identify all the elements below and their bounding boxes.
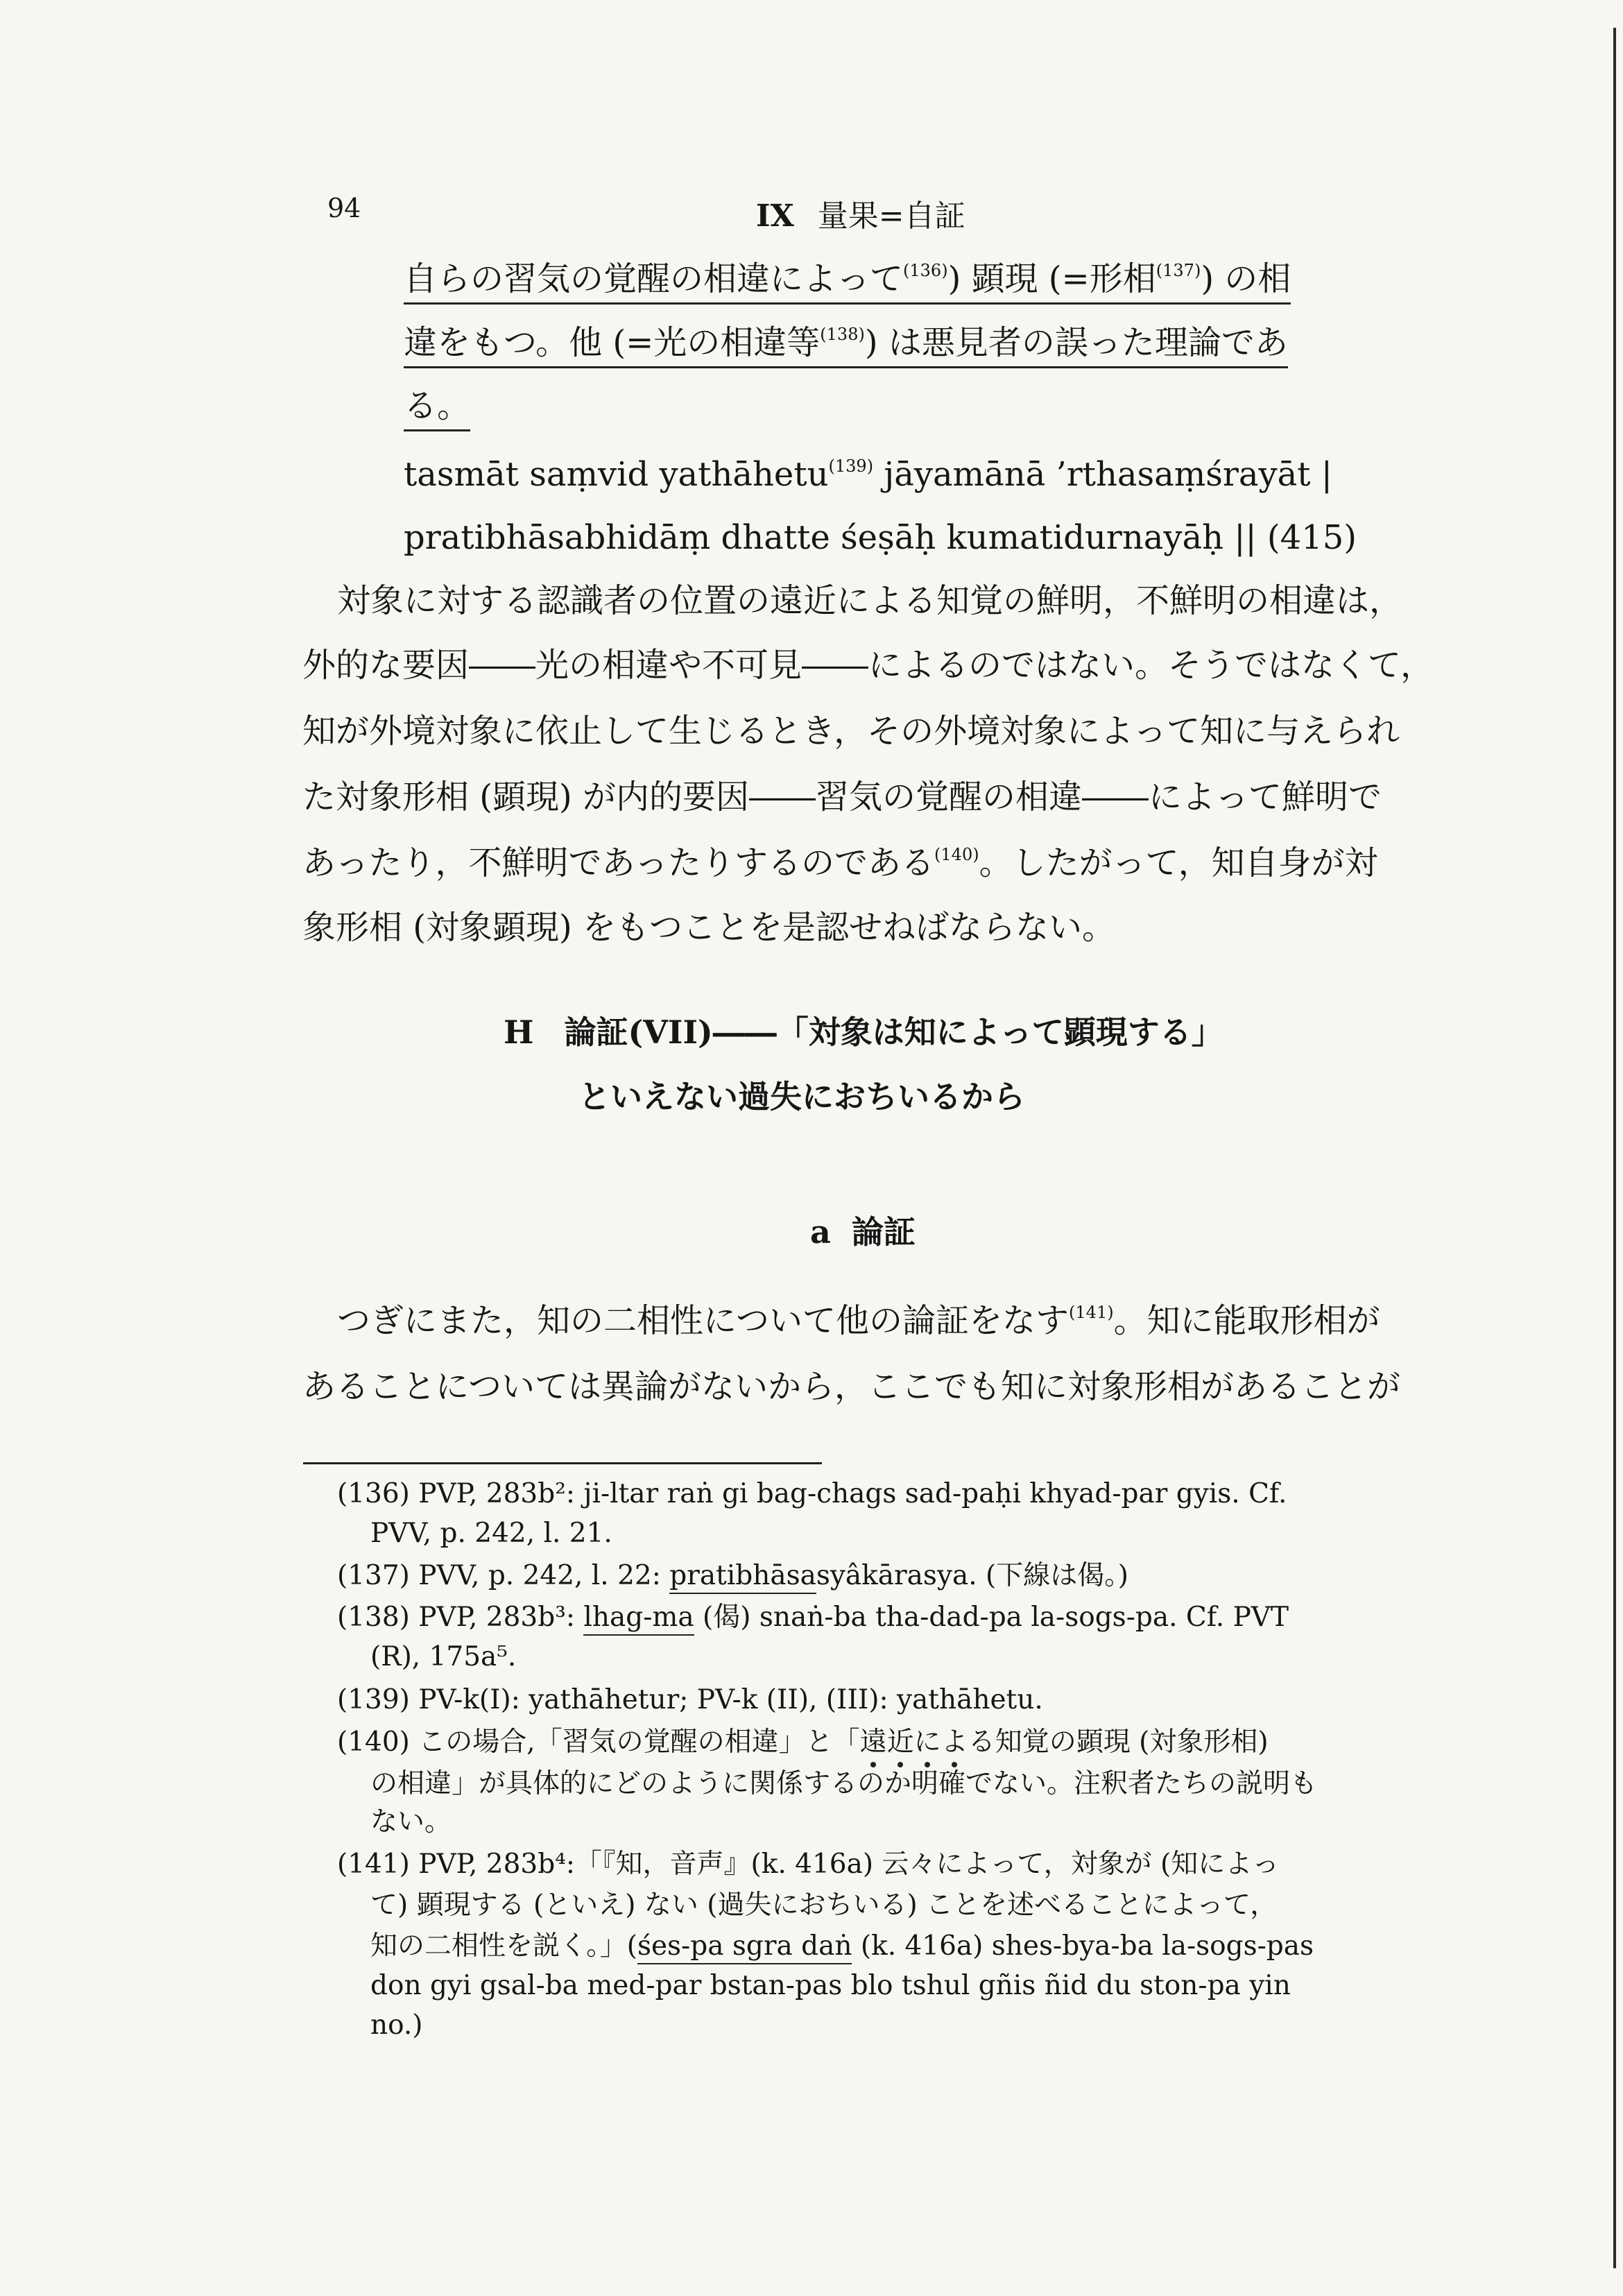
footnote-underlined-term: pratibhāsa [669,1560,816,1594]
paragraph-text: 。知に能取形相が [1113,1301,1380,1340]
footnote-141-line-3 [370,1930,1314,1962]
footnote-underlined-term: lhag-ma [583,1602,694,1636]
subsection-letter: a [810,1213,831,1251]
paragraph-2-line-1 [337,1301,1380,1340]
footnote-140-line-3: ない。 [370,1806,452,1837]
paragraph-1-line-1: 対象に対する認識者の位置の遠近による知覚の鮮明，不鮮明の相違は， [337,581,1403,620]
paragraph-1-line-2: 外的な要因――光の相違や不可見――によるのではない。そうではなくて， [302,646,1434,685]
paragraph-2-line-2: あることについては異論がないから，ここでも知に対象形相があることが [302,1367,1401,1406]
section-heading-line-1 [504,1007,1223,1053]
paragraph-text: つぎにまた，知の二相性について他の論証をなす [337,1301,1070,1340]
translation-underline-3: る。 [404,386,470,431]
subsection-title: 論証 [851,1213,916,1251]
footnote-138-line-1 [337,1604,1289,1631]
footnote-141-line-1: (141) PVP, 283b⁴:「『知，音声』(k. 416a) 云々によって，対象が (知によっ [337,1849,1280,1880]
footnote-rule [303,1462,822,1464]
translation-text: ) の相 [1201,259,1291,298]
footnote-137 [337,1562,1128,1589]
emphasis-dotted-char: よ [941,1727,968,1758]
section-letter: H [504,1013,534,1051]
translation-text: 違をもつ。他 (=光の相違等 [404,323,821,362]
footnote-text: (偈) snaṅ-ba tha-dad-pa la-sogs-pa. Cf. PVT [694,1602,1289,1633]
footnote-ref-139: (139) [828,456,874,476]
verse-text: tasmāt saṃvid yathāhetu [404,455,829,494]
footnote-text: (137) PVV, p. 242, l. 22: [337,1560,670,1591]
footnote-text: (138) PVP, 283b³: [337,1602,584,1633]
emphasis-dotted-char: に [913,1727,941,1758]
chapter-title: 量果=自証 [817,198,965,234]
paragraph-1-line-5 [302,843,1378,882]
paragraph-1-line-6: 象形相 (対象顕現) をもつことを是認せねばならない。 [302,908,1115,947]
paragraph-1-line-3: 知が外境対象に依止して生じるとき，その外境対象によって知に与えられ [302,712,1400,751]
translation-line-1 [404,259,1291,298]
footnote-141-line-5: no.) [370,2010,423,2041]
footnote-text: (k. 416a) shes-bya-ba la-sogs-pas [852,1930,1314,1962]
page-number: 94 [327,193,361,223]
emphasis-dotted-char: 遠 [859,1727,887,1758]
emphasis-dotted-char: 近 [886,1727,914,1758]
footnote-136-line-2: PVV, p. 242, l. 21. [370,1518,612,1549]
translation-text: ) 顕現 (=形相 [947,259,1156,298]
footnote-underlined-term: śes-pa sgra daṅ [637,1930,852,1964]
translation-underline-2 [404,323,1288,368]
translation-underline-1 [404,259,1291,305]
section-title: 論証(VII)――「対象は知によって顕現する」 [564,1013,1223,1051]
footnote-ref-138: (138) [820,325,865,344]
translation-text: 自らの習気の覚醒の相違によって [404,259,904,298]
footnote-text: 知の二相性を説く。」( [370,1930,637,1962]
sanskrit-verse-line-2: pratibhāsabhidāṃ dhatte śeṣāḥ kumatidurnayāḥ || (415) [404,518,1357,557]
sanskrit-verse-line-1 [404,455,1332,494]
footnote-text: syâkārasya. (下線は偈。) [816,1560,1128,1591]
running-header [756,191,965,235]
page-edge [1613,28,1616,2268]
footnote-ref-140: (140) [934,845,979,864]
footnote-140-line-1 [337,1729,1269,1756]
verse-text: jāyamānā ’rthasaṃśrayāt | [873,455,1332,494]
paragraph-text: あったり，不鮮明であったりするのである [302,843,935,882]
chapter-roman: IX [756,198,794,234]
translation-line-2 [404,323,1288,362]
footnote-141-line-4: don gyi gsal-ba med-par bstan-pas blo tshul gñis ñid du ston-pa yin [370,1970,1291,2001]
footnote-141-line-2: て) 顕現する (といえ) ない (過失におちいる) ことを述べることによって， [370,1890,1278,1921]
footnote-140-line-2: の相違」が具体的にどのように関係するのか明確でない。注釈者たちの説明も [370,1768,1318,1799]
subsection-heading [810,1207,916,1253]
translation-text: ) は悪見者の誤った理論であ [864,323,1288,362]
translation-line-3 [404,386,471,425]
footnote-ref-136: (136) [903,261,948,280]
footnote-136-line-1: (136) PVP, 283b²: ji-ltar raṅ gi bag-chags sad-paḥi khyad-par gyis. Cf. [337,1478,1287,1509]
paragraph-text: 。したがって，知自身が対 [979,843,1378,882]
footnote-ref-137: (137) [1156,261,1201,280]
footnote-text: (140) この場合,「習気の覚醒の相違」と「 [337,1727,860,1758]
footnote-ref-141: (141) [1069,1303,1114,1322]
section-heading-line-2: といえない過失におちいるから [578,1078,1025,1115]
footnote-139: (139) PV-k(I): yathāhetur; PV-k (II), (III): yathāhetu. [337,1684,1043,1715]
footnote-138-line-2: (R), 175a⁵. [370,1641,517,1672]
paragraph-1-line-4: た対象形相 (顕現) が内的要因――習気の覚醒の相違――によって鮮明で [302,778,1382,816]
footnote-text: る知覚の顕現 (対象形相) [968,1727,1269,1758]
